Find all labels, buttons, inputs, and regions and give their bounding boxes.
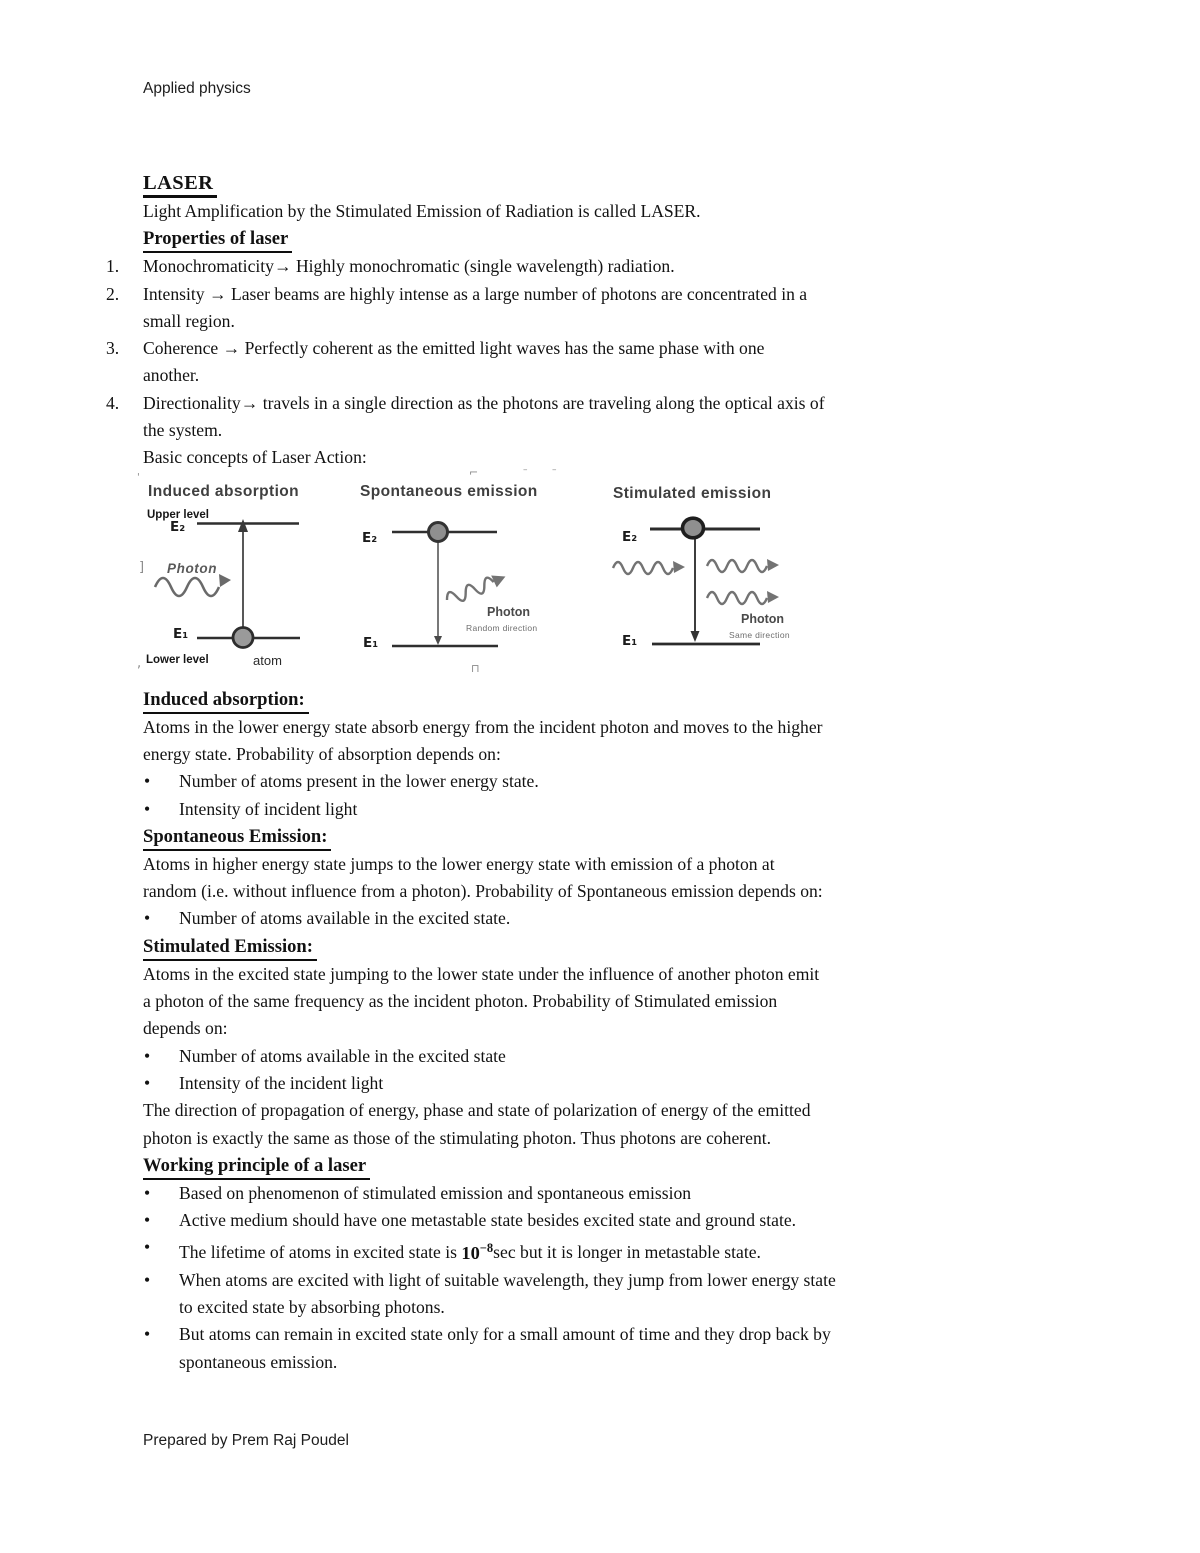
laser-title-line	[143, 170, 1061, 198]
property-item-monochromaticity	[106, 253, 1061, 280]
scan-artifact-corner: ⌐	[469, 465, 479, 479]
prepared-by: Prepared by Prem Raj Poudel	[143, 1432, 349, 1449]
text-line: Directionality→ travels in a single direction as the photons are traveling along the optical axis of	[143, 392, 825, 413]
scan-artifact-bracket: ]	[139, 559, 145, 575]
laser-definition: Light Amplification by the Stimulated Emission of Radiation is called LASER.	[143, 201, 701, 221]
text-line: Monochromaticity→ Highly monochromatic (single wavelength) radiation.	[143, 256, 675, 277]
emitted-photon-wave-1	[707, 560, 767, 572]
wave-arrowhead	[767, 591, 779, 603]
e2-label: E₂	[622, 528, 638, 545]
coherence-paragraph	[143, 1097, 1061, 1152]
bullet-item	[143, 905, 1061, 932]
text-line: Number of atoms present in the lower energy state.	[179, 771, 539, 792]
panel-title-spontaneous-emission: Spontaneous emission	[360, 482, 538, 500]
scan-artifact-corner: ⊓	[471, 661, 480, 675]
lifetime-pre: The lifetime of atoms in excited state is	[179, 1242, 462, 1263]
atom-label: atom	[253, 652, 282, 668]
atom-circle	[233, 627, 253, 647]
text-line: Number of atoms available in the excited state.	[179, 908, 511, 929]
text-line: When atoms are excited with light of suitable wavelength, they jump from lower energy state	[179, 1269, 836, 1290]
panel-title-induced-absorption: Induced absorption	[148, 482, 300, 500]
property-item-directionality	[106, 390, 1061, 445]
bullet-marker: •	[144, 1045, 151, 1066]
photon-label: Photon	[741, 611, 785, 626]
scan-artifact-comma: ,	[137, 655, 142, 671]
bullet-item-lifetime	[143, 1234, 1061, 1266]
wave-arrowhead	[219, 574, 231, 587]
working-principle-heading: Working principle of a laser	[143, 1154, 370, 1180]
text-line: a photon of the same frequency as the incident photon. Probability of Stimulated emission	[143, 991, 778, 1012]
working-principle-heading-line	[143, 1152, 1061, 1180]
induced-absorption-heading: Induced absorption:	[143, 688, 309, 714]
upper-level-label: Upper level	[147, 508, 209, 521]
spontaneous-emission-heading: Spontaneous Emission:	[143, 825, 331, 851]
list-number: 2.	[106, 283, 120, 304]
wave-arrowhead	[673, 561, 685, 573]
bullet-item	[143, 1043, 1061, 1070]
list-number: 1.	[106, 256, 120, 277]
bullet-marker: •	[144, 908, 151, 929]
bullet-item	[143, 1321, 1061, 1376]
bullet-item	[143, 1267, 1061, 1322]
power-exponent: −8	[479, 1240, 494, 1255]
wave-arrowhead	[491, 571, 508, 588]
scan-artifact-dash: –	[523, 464, 528, 475]
scan-artifact-tick: '	[137, 471, 140, 483]
text-line: small region.	[143, 310, 235, 331]
property-item-intensity	[106, 281, 1061, 336]
document-body	[106, 170, 1061, 1376]
bullet-item	[143, 1180, 1061, 1207]
text-line: But atoms can remain in excited state only for a small amount of time and they drop back by	[179, 1324, 831, 1345]
text-line: spontaneous emission.	[179, 1351, 338, 1372]
bullet-marker: •	[144, 1182, 151, 1203]
text-line: Intensity of the incident light	[179, 1072, 384, 1093]
bullet-item	[143, 796, 1061, 823]
atom-circle	[429, 522, 448, 541]
list-number: 3.	[106, 338, 120, 359]
induced-absorption-heading-line	[143, 686, 1061, 714]
bullet-marker: •	[144, 798, 151, 819]
induced-absorption-body	[143, 714, 1061, 769]
e1-label: E₁	[622, 632, 638, 649]
photon-label: Photon	[487, 604, 531, 619]
down-arrowhead	[691, 631, 700, 642]
bullet-item	[143, 768, 1061, 795]
down-arrowhead	[434, 636, 442, 645]
text-line: depends on:	[143, 1018, 228, 1039]
text-line: Intensity of incident light	[179, 798, 358, 819]
bullet-item	[143, 1070, 1061, 1097]
text-line: Atoms in the excited state jumping to the lower state under the influence of another photon emit	[143, 963, 820, 984]
text-line: Number of atoms available in the excited state	[179, 1045, 506, 1066]
atom-circle	[683, 518, 704, 538]
text-line: to excited state by absorbing photons.	[179, 1297, 445, 1318]
text-line: Coherence → Perfectly coherent as the emitted light waves has the same phase with one	[143, 338, 765, 359]
bullet-item	[143, 1207, 1061, 1234]
e1-label: E₁	[363, 634, 379, 651]
laser-title: LASER	[143, 171, 217, 198]
scan-artifact-dash: –	[552, 464, 557, 475]
bullet-marker: •	[144, 1210, 151, 1231]
stimulated-emission-heading-line	[143, 933, 1061, 961]
spontaneous-emission-heading-line	[143, 823, 1061, 851]
photon-direction-label: Same direction	[729, 629, 790, 640]
spontaneous-emission-body	[143, 851, 1061, 906]
lifetime-power	[461, 1240, 494, 1263]
text-line: photon is exactly the same as those of the stimulating photon. Thus photons are coherent.	[143, 1127, 772, 1148]
properties-heading-line	[143, 225, 1061, 253]
emitted-photon-wave-2	[707, 592, 767, 604]
list-number: 4.	[106, 392, 120, 413]
text-line: random (i.e. without influence from a photon). Probability of Spontaneous emission depends on:	[143, 881, 823, 902]
text-line: The direction of propagation of energy, phase and state of polarization of energy of the emitted	[143, 1100, 811, 1121]
text-line	[179, 1234, 1061, 1266]
basic-concepts-label: Basic concepts of Laser Action:	[143, 447, 367, 468]
photon-direction-label: Random direction	[466, 622, 538, 633]
text-line: Atoms in the lower energy state absorb energy from the incident photon and moves to the higher	[143, 716, 823, 737]
lower-level-label: Lower level	[146, 653, 209, 666]
power-base: 10	[461, 1242, 480, 1263]
text-line: energy state. Probability of absorption depends on:	[143, 743, 501, 764]
text-line: another.	[143, 365, 200, 386]
stimulated-emission-heading: Stimulated Emission:	[143, 935, 317, 961]
text-line: Intensity → Laser beams are highly intense as a large number of photons are concentrated in a	[143, 283, 808, 304]
text-line: the system.	[143, 420, 223, 441]
text-line: Atoms in higher energy state jumps to the lower energy state with emission of a photon at	[143, 853, 775, 874]
property-item-coherence	[106, 335, 1061, 390]
properties-heading: Properties of laser	[143, 227, 292, 253]
e1-label: E₁	[173, 625, 189, 642]
e2-label: E₂	[170, 518, 186, 535]
text-line: Based on phenomenon of stimulated emission and spontaneous emission	[179, 1182, 692, 1203]
bullet-marker: •	[144, 1269, 151, 1290]
bullet-marker: •	[144, 1237, 151, 1258]
laser-action-diagram	[135, 456, 815, 674]
e2-label: E₂	[362, 529, 378, 546]
bullet-marker: •	[144, 1324, 151, 1345]
stimulating-photon-wave	[613, 562, 673, 574]
course-label: Applied physics	[143, 80, 251, 97]
photon-label: Photon	[167, 560, 218, 576]
stimulated-emission-body	[143, 961, 1061, 1043]
text-line: Active medium should have one metastable state besides excited state and ground state.	[179, 1210, 797, 1231]
panel-title-stimulated-emission: Stimulated emission	[613, 484, 772, 502]
lifetime-post: sec but it is longer in metastable state.	[493, 1242, 761, 1263]
up-arrowhead	[238, 519, 248, 532]
bullet-marker: •	[144, 1072, 151, 1093]
bullet-marker: •	[144, 771, 151, 792]
wave-arrowhead	[767, 559, 779, 571]
